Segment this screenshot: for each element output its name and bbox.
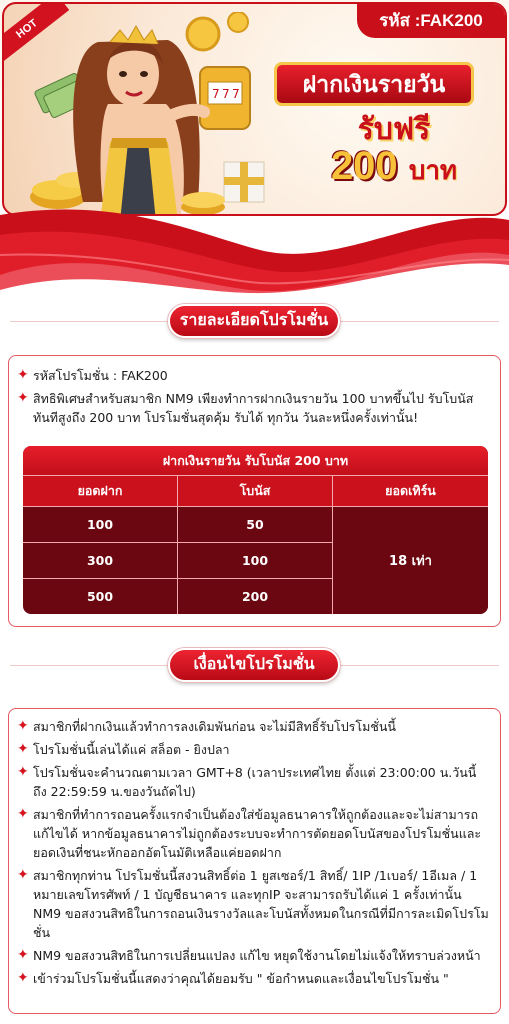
list-item	[17, 866, 490, 942]
promo-code-text: รหัสโปรโมชั่น : FAK200	[33, 368, 168, 383]
star-bullet-icon: ✦	[17, 947, 29, 963]
promo-code-tab: รหัส :FAK200	[357, 4, 505, 38]
star-bullet-icon: ✦	[17, 764, 29, 780]
condition-text: โปรโมชั่นนี้เล่นได้แค่ สล็อต - ยิงปลา	[33, 742, 230, 757]
banner-headline: ฝากเงินรายวัน	[274, 62, 474, 106]
red-ribbon-wave	[0, 195, 509, 300]
star-bullet-icon: ✦	[17, 867, 29, 883]
banner-frame	[2, 2, 507, 216]
banner-amount	[304, 144, 484, 191]
star-bullet-icon: ✦	[17, 367, 29, 383]
svg-text:7: 7	[222, 87, 230, 101]
table-header-row	[23, 476, 488, 506]
promo-description-text: สิทธิพิเศษสำหรับสมาชิก NM9 เพียงทำการฝากเงินรายวัน 100 บาทขึ้นไป รับโบนัสทันทีสูงถึง 200 บาท โปรโมชั่นสุดคุ้ม รับได้ ทุกวัน วันละหนึ่งครั้งเท่านั้น!	[33, 391, 474, 425]
list-item	[17, 969, 490, 988]
list-item	[17, 717, 490, 736]
banner-free-label: รับฟรี	[357, 113, 431, 146]
svg-text:7: 7	[212, 87, 220, 101]
list-item	[17, 740, 490, 759]
banner-amount-value: 200	[330, 144, 398, 188]
turnover-cell: 18 เท่า	[333, 506, 488, 614]
list-item	[17, 946, 490, 965]
details-card	[8, 355, 501, 627]
star-bullet-icon: ✦	[17, 970, 29, 986]
deposit-cell: 100	[23, 507, 178, 542]
star-bullet-icon: ✦	[17, 806, 29, 822]
star-bullet-icon: ✦	[17, 718, 29, 734]
bonus-cell: 50	[178, 507, 333, 542]
list-item	[17, 763, 490, 801]
details-section-title: รายละเอียดโปรโมชั่น	[168, 304, 340, 338]
star-bullet-icon: ✦	[17, 390, 29, 406]
condition-text: สมาชิกที่ฝากเงินแล้วทำการลงเดิมพันก่อน จะไม่มีสิทธิ์รับโปรโมชั่นนี้	[33, 719, 396, 734]
deposit-cell: 500	[23, 579, 178, 614]
svg-text:7: 7	[232, 87, 240, 101]
bonus-cell: 100	[178, 543, 333, 578]
condition-text: NM9 ขอสงวนสิทธิในการเปลี่ยนแปลง แก้ไข หยุดใช้งานโดยไม่แจ้งให้ทราบล่วงหน้า	[33, 948, 481, 963]
table-body	[23, 506, 488, 614]
conditions-list	[9, 709, 500, 988]
conditions-card	[8, 708, 501, 1014]
details-list	[9, 356, 500, 427]
list-item	[17, 366, 490, 385]
banner-amount-unit: บาท	[408, 155, 458, 185]
condition-text: เข้าร่วมโปรโมชั่นนี้แสดงว่าคุณได้ยอมรับ " ข้อกำหนดและเงื่อนไขโปรโมชั่น "	[33, 971, 449, 986]
list-item	[17, 805, 490, 862]
hot-ribbon: HOT	[2, 2, 69, 65]
bonus-table	[23, 446, 488, 614]
deposit-cell: 300	[23, 543, 178, 578]
column-header-deposit: ยอดฝาก	[23, 476, 178, 506]
condition-text: สมาชิกทุกท่าน โปรโมชั่นนี้สงวนสิทธิ์ต่อ 1 ยูสเซอร์/1 สิทธิ์/ 1IP /1เบอร์/ 1อีเมล / 1 หมายเลขโทรศัพท์ / 1 บัญชีธนาคาร และทุกIP จะสามารถรับได้แค่ 1 ครั้งเท่านั้น NM9 ขอสงวนสิทธิในการถอนเงินรางวัลและโบนัสทั้งหมดในกรณีที่มีการละเมิดโปรโมชั่น	[33, 868, 489, 940]
bonus-cell: 200	[178, 579, 333, 614]
column-header-bonus: โบนัส	[178, 476, 333, 506]
conditions-section-title: เงื่อนไขโปรโมชั่น	[168, 648, 340, 682]
condition-text: สมาชิกที่ทำการถอนครั้งแรกจำเป็นต้องใส่ข้อมูลธนาคารให้ถูกต้องและจะไม่สามารถแก้ไขได้ หากข้อมูลธนาคารไม่ถูกต้องระบบจะทำการตัดยอดโบนัสของโปรโมชั่นและยอดเงินที่ชนะหักออกอัตโนมัติเหลือแค่ยอดฝาก	[33, 807, 482, 860]
promo-banner	[0, 0, 509, 300]
table-caption: ฝากเงินรายวัน รับโบนัส 200 บาท	[23, 446, 488, 476]
column-header-turnover: ยอดเทิร์น	[385, 483, 436, 498]
list-item	[17, 389, 490, 427]
casino-woman-illustration	[28, 12, 268, 216]
star-bullet-icon: ✦	[17, 741, 29, 757]
condition-text: โปรโมชั่นจะคำนวณตามเวลา GMT+8 (เวลาประเทศไทย ตั้งแต่ 23:00:00 น.วันนี้ ถึง 22:59:59 น.ของวันถัดไป)	[33, 765, 477, 799]
